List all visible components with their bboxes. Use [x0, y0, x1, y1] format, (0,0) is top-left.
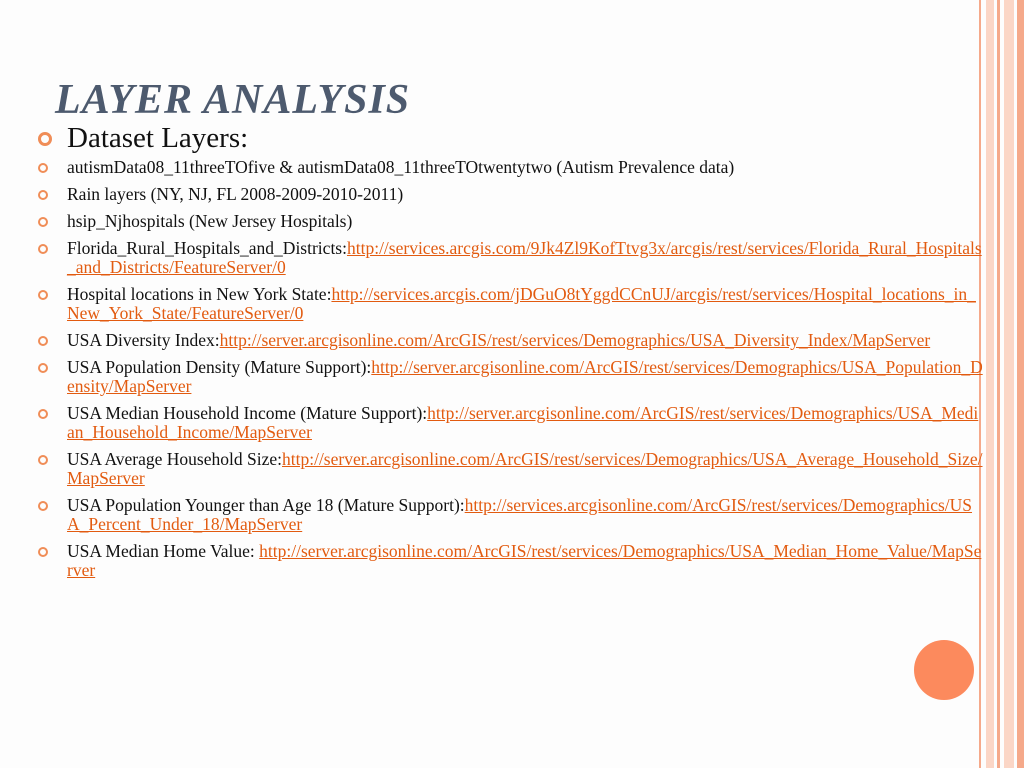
service-link[interactable]: http://server.arcgisonline.com/ArcGIS/rest/services/Demographics/USA_Median_Home_Value/MapServer — [67, 541, 982, 580]
slide-content — [38, 122, 983, 588]
decor-stripe — [997, 0, 1000, 768]
slide-title: LAYER ANALYSIS — [55, 77, 411, 123]
decor-stripe — [1004, 0, 1014, 768]
decor-circle — [914, 640, 974, 700]
service-link[interactable]: http://server.arcgisonline.com/ArcGIS/rest/services/Demographics/USA_Diversity_Index/MapServer — [219, 330, 931, 350]
bullet-icon — [38, 501, 48, 511]
list-item — [38, 331, 983, 350]
bullet-icon — [38, 336, 48, 346]
bullet-icon — [38, 547, 48, 557]
list-item — [38, 450, 983, 488]
decor-stripe — [986, 0, 994, 768]
list-item-text: hsip_Njhospitals (New Jersey Hospitals) — [67, 211, 353, 231]
list-item — [38, 158, 983, 177]
dataset-heading: Dataset Layers: — [67, 122, 249, 154]
list-item — [38, 542, 983, 580]
list-item-text: Florida_Rural_Hospitals_and_Districts: — [67, 238, 347, 258]
service-link[interactable]: http://server.arcgisonline.com/ArcGIS/rest/services/Demographics/USA_Average_Household_Size/MapServer — [67, 449, 983, 488]
bullet-icon — [38, 455, 48, 465]
bullet-icon — [38, 244, 48, 254]
list-item-text: USA Population Density (Mature Support): — [67, 357, 372, 377]
bullet-icon — [38, 163, 48, 173]
bullet-icon — [38, 290, 48, 300]
service-link[interactable]: http://services.arcgis.com/9Jk4Zl9KofTtvg3x/arcgis/rest/services/Florida_Rural_Hospitals_and_Districts/FeatureServer/0 — [67, 238, 982, 277]
list-item — [38, 404, 983, 442]
bullet-icon — [38, 217, 48, 227]
list-item-text: USA Population Younger than Age 18 (Mature Support): — [67, 495, 465, 515]
list-item-text: USA Median Home Value: — [67, 541, 260, 561]
list-item — [38, 239, 983, 277]
service-link[interactable]: http://server.arcgisonline.com/ArcGIS/rest/services/Demographics/USA_Population_Density/MapServer — [67, 357, 983, 396]
list-item — [38, 185, 983, 204]
list-item — [38, 285, 983, 323]
list-item-text: USA Median Household Income (Mature Support): — [67, 403, 428, 423]
list-item-text: Rain layers (NY, NJ, FL 2008-2009-2010-2011) — [67, 184, 404, 204]
list-item-text: Hospital locations in New York State: — [67, 284, 332, 304]
service-link[interactable]: http://server.arcgisonline.com/ArcGIS/rest/services/Demographics/USA_Median_Household_Income/MapServer — [67, 403, 979, 442]
list-item — [38, 496, 983, 534]
service-link[interactable]: http://services.arcgisonline.com/ArcGIS/rest/services/Demographics/USA_Percent_Under_18/MapServer — [67, 495, 973, 534]
bullet-icon — [38, 132, 52, 146]
dataset-list — [38, 158, 983, 580]
list-item — [38, 212, 983, 231]
service-link[interactable]: http://services.arcgis.com/jDGuO8tYggdCCnUJ/arcgis/rest/services/Hospital_locations_in_New_York_State/FeatureServer/0 — [67, 284, 976, 323]
bullet-icon — [38, 190, 48, 200]
list-item-text: USA Diversity Index: — [67, 330, 220, 350]
list-item-text: USA Average Household Size: — [67, 449, 282, 469]
list-item — [38, 358, 983, 396]
bullet-icon — [38, 409, 48, 419]
heading-item — [38, 122, 983, 154]
decor-stripe — [1017, 0, 1024, 768]
bullet-icon — [38, 363, 48, 373]
list-item-text: autismData08_11threeTOfive & autismData08_11threeTOtwentytwo (Autism Prevalence data) — [67, 157, 735, 177]
